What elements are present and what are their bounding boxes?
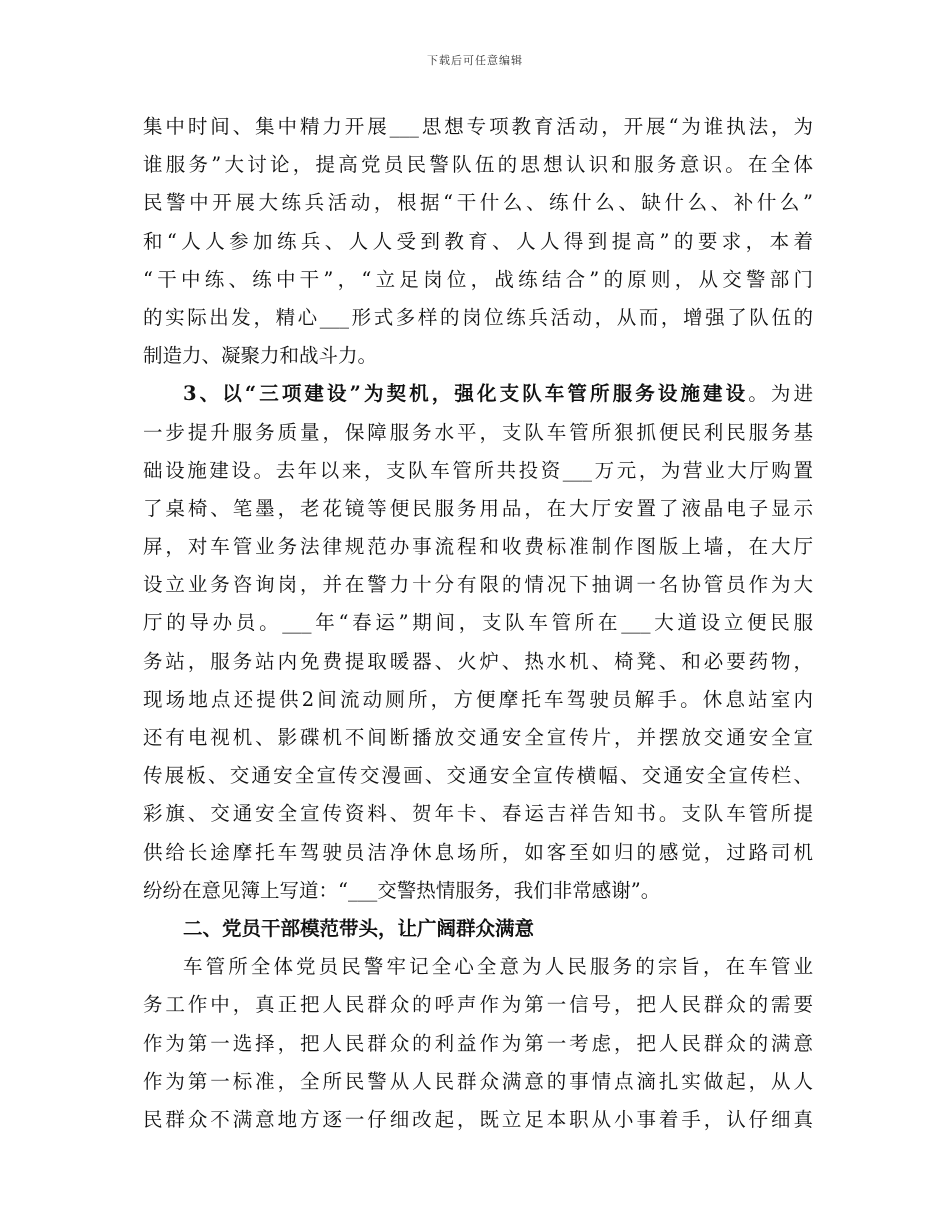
- text-line: 纷纷在意见簿上写道：“___交警热情服务，我们非常感谢”。: [143, 878, 661, 902]
- lead-rest: 。为进: [748, 382, 813, 406]
- bold-lead: 3、以“三项建设”为契机，强化支队车管所服务设施建设: [183, 382, 749, 406]
- text-line: 还有电视机、影碟机不间断播放交通安全宣传片，并摆放交通安全宣: [143, 726, 813, 749]
- text-line: 集中时间、集中精力开展___思想专项教育活动，开展“为谁执法，为: [143, 115, 813, 138]
- paragraph-2: [143, 375, 813, 910]
- text-line: 屏，对车管业务法律规范办事流程和收费标准制作图版上墙，在大厅: [143, 535, 813, 559]
- text-line: “干中练、练中干”，“立足岗位，战练结合”的原则，从交警部门: [143, 267, 813, 291]
- text-line: 务工作中，真正把人民群众的呼声作为第一信号，把人民群众的需要: [143, 993, 813, 1017]
- text-line: 了桌椅、笔墨，老花镜等便民服务用品，在大厅安置了液晶电子显示: [143, 496, 813, 520]
- text-line: 传展板、交通安全宣传交漫画、交通安全宣传横幅、交通安全宣传栏、: [143, 764, 813, 788]
- text-line: 和“人人参加练兵、人人受到教育、人人得到提高”的要求，本着: [143, 229, 813, 253]
- text-line: 作为第一标准，全所民警从人民群众满意的事情点滴扎实做起，从人: [143, 1069, 813, 1093]
- text-line: 设立业务咨询岗，并在警力十分有限的情况下抽调一名协管员作为大: [143, 573, 813, 597]
- text-line: 一步提升服务质量，保障服务水平，支队车管所狠抓便民利民服务基: [143, 420, 813, 444]
- text-line: 谁服务”大讨论，提高党员民警队伍的思想认识和服务意识。在全体: [143, 153, 813, 177]
- document-body: [143, 108, 813, 1139]
- section-heading: 二、党员干部模范带头，让广阔群众满意: [183, 916, 535, 940]
- text-line: 供给长途摩托车驾驶员洁净休息场所，如客至如归的感觉，过路司机: [143, 840, 813, 864]
- text-line: 民警中开展大练兵活动，根据“干什么、练什么、缺什么、补什么”: [143, 191, 813, 215]
- text-line: 务站，服务站内免费提取暖器、火炉、热水机、椅凳、和必要药物，: [143, 649, 813, 673]
- page-header: 下载后可任意编辑: [427, 54, 523, 67]
- text-line: 的实际出发，精心___形式多样的岗位练兵活动，从而，增强了队伍的: [143, 305, 813, 329]
- text-line-first: [143, 375, 813, 413]
- text-line: 民群众不满意地方逐一仔细改起，既立足本职从小事着手，认仔细真: [143, 1107, 813, 1131]
- text-line: 车管所全体党员民警牢记全心全意为人民服务的宗旨，在车管业: [183, 955, 813, 979]
- text-line: 制造力、凝聚力和战斗力。: [143, 344, 378, 368]
- text-line: 现场地点还提供2间流动厕所，方便摩托车驾驶员解手。休息站室内: [143, 687, 813, 711]
- text-line: 厅的导办员。___年“春运”期间，支队车管所在___大道设立便民服: [143, 611, 813, 635]
- text-line: 作为第一选择，把人民群众的利益作为第一考虑，把人民群众的满意: [143, 1031, 813, 1055]
- text-line: 础设施建设。去年以来，支队车管所共投资___万元，为营业大厅购置: [143, 458, 813, 482]
- text-line: 彩旗、交通安全宣传资料、贺年卡、春运吉祥告知书。支队车管所提: [143, 802, 813, 826]
- paragraph-1: [143, 108, 813, 375]
- paragraph-3: [143, 948, 813, 1139]
